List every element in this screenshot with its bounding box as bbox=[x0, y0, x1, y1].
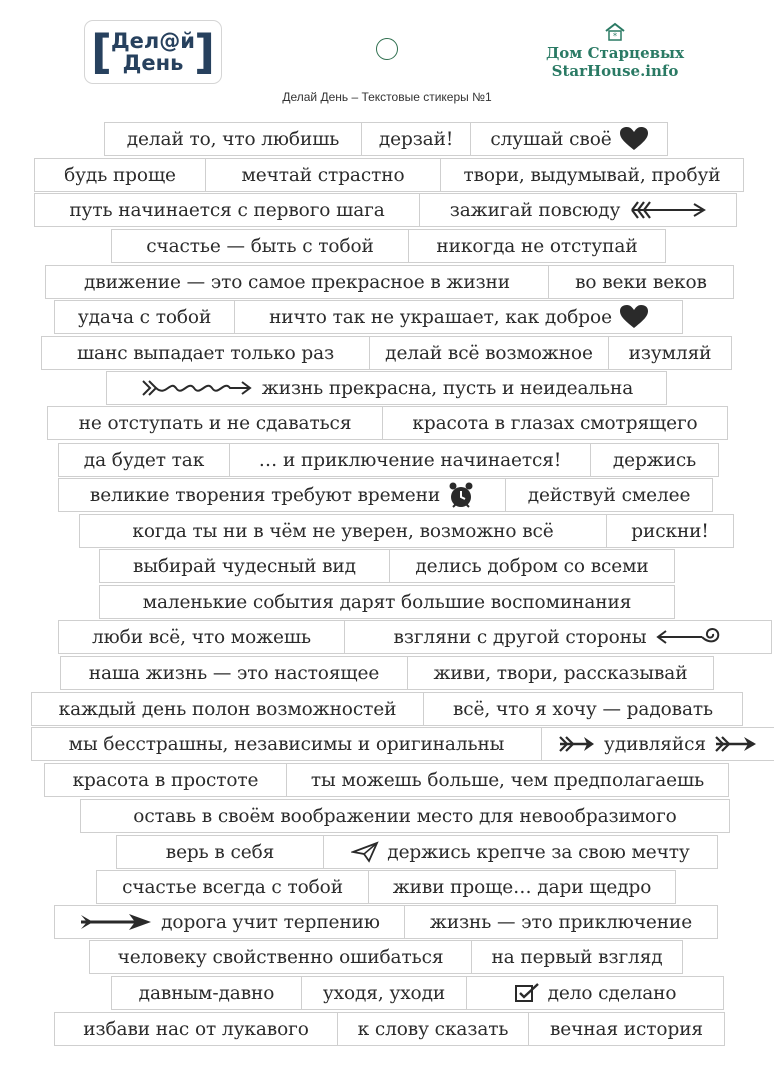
sticker-text: держись bbox=[612, 449, 697, 471]
text-sticker bbox=[344, 620, 772, 654]
text-sticker bbox=[58, 478, 506, 512]
sticker-row bbox=[99, 585, 674, 619]
text-sticker bbox=[45, 265, 549, 299]
text-sticker bbox=[505, 478, 713, 512]
paper-plane-icon bbox=[351, 841, 379, 863]
text-sticker bbox=[361, 122, 471, 156]
sticker-row bbox=[58, 443, 718, 477]
heart-icon bbox=[620, 305, 648, 329]
sticker-text: вечная история bbox=[549, 1018, 703, 1040]
sticker-text: во веки веков bbox=[575, 271, 707, 293]
arrow-feather-icon bbox=[628, 199, 706, 221]
sticker-row bbox=[34, 193, 736, 227]
sticker-text: наша жизнь — это настоящее bbox=[88, 662, 380, 684]
sticker-text: избави нас от лукавого bbox=[83, 1018, 309, 1040]
arrow-icon bbox=[714, 735, 758, 753]
text-sticker bbox=[419, 193, 737, 227]
sticker-row bbox=[96, 870, 675, 904]
sticker-text: да будет так bbox=[83, 449, 205, 471]
sticker-text: уходя, уходи bbox=[322, 982, 446, 1004]
sticker-row bbox=[54, 1012, 724, 1046]
sticker-text: изумляй bbox=[628, 342, 712, 364]
sheet-header bbox=[0, 0, 774, 115]
sticker-text: дерзай! bbox=[378, 128, 454, 150]
sticker-text: жизнь прекрасна, пусть и неидеальна bbox=[261, 377, 634, 399]
text-sticker bbox=[47, 406, 383, 440]
text-sticker bbox=[548, 265, 734, 299]
text-sticker bbox=[41, 336, 370, 370]
sticker-text: делай то, что любишь bbox=[126, 128, 340, 150]
sticker-text: движение — это самое прекрасное в жизни bbox=[83, 271, 511, 293]
loopy-arrow-icon bbox=[140, 377, 254, 399]
sticker-text: никогда не отступай bbox=[436, 235, 638, 257]
sticker-row bbox=[111, 976, 723, 1010]
text-sticker bbox=[389, 549, 675, 583]
sheet-subtitle: Делай День – Текстовые стикеры №1 bbox=[282, 90, 492, 104]
sticker-text: делай всё возможное bbox=[385, 342, 593, 364]
logo-line1: Дел@й bbox=[110, 29, 196, 53]
sticker-row bbox=[116, 835, 717, 869]
sticker-text: каждый день полон возможностей bbox=[58, 698, 397, 720]
sticker-row bbox=[34, 158, 743, 192]
text-sticker bbox=[466, 976, 724, 1010]
logo-line2: День bbox=[122, 51, 184, 75]
sticker-text: … и приключение начинается! bbox=[258, 449, 562, 471]
sticker-text: рискни! bbox=[631, 520, 709, 542]
sticker-row bbox=[31, 692, 742, 726]
text-sticker bbox=[368, 870, 676, 904]
sticker-row bbox=[111, 229, 665, 263]
sticker-text: счастье — быть с тобой bbox=[146, 235, 374, 257]
text-sticker bbox=[80, 799, 730, 833]
sticker-row bbox=[79, 514, 733, 548]
text-sticker bbox=[286, 763, 729, 797]
text-sticker bbox=[606, 514, 734, 548]
sticker-text: красота в простоте bbox=[72, 769, 259, 791]
sticker-row bbox=[54, 300, 682, 334]
sticker-text: мы бесстрашны, независимы и оригинальны bbox=[68, 733, 505, 755]
text-sticker bbox=[99, 585, 675, 619]
text-sticker bbox=[58, 620, 345, 654]
sticker-row bbox=[99, 549, 674, 583]
sticker-text: когда ты ни в чём не уверен, возможно всё bbox=[132, 520, 554, 542]
text-sticker bbox=[369, 336, 609, 370]
text-sticker bbox=[382, 406, 728, 440]
sticker-text: красота в глазах смотрящего bbox=[412, 412, 698, 434]
sticker-text: зажигай повсюду bbox=[449, 199, 621, 221]
sticker-row bbox=[47, 406, 727, 440]
sticker-row bbox=[89, 940, 682, 974]
delay-den-logo: [ ] Дел@й День bbox=[84, 20, 222, 84]
text-sticker bbox=[608, 336, 732, 370]
sticker-row bbox=[41, 336, 731, 370]
sticker-text: действуй смелее bbox=[527, 484, 691, 506]
text-sticker bbox=[54, 1012, 338, 1046]
text-sticker bbox=[111, 976, 302, 1010]
sticker-text: взгляни с другой стороны bbox=[393, 626, 647, 648]
sticker-row bbox=[54, 905, 717, 939]
text-sticker bbox=[96, 870, 369, 904]
text-sticker bbox=[590, 443, 719, 477]
sticker-text: ты можешь больше, чем предполагаешь bbox=[310, 769, 705, 791]
sticker-text: держись крепче за свою мечту bbox=[387, 841, 690, 863]
checkbox-icon bbox=[514, 982, 540, 1004]
heart-icon bbox=[620, 127, 648, 151]
sticker-text: удивляйся bbox=[604, 733, 706, 755]
text-sticker bbox=[229, 443, 591, 477]
text-sticker bbox=[528, 1012, 725, 1046]
sticker-text: давным-давно bbox=[138, 982, 275, 1004]
sticker-row bbox=[44, 763, 728, 797]
sticker-text: к слову сказать bbox=[357, 1018, 509, 1040]
sticker-row bbox=[58, 620, 771, 654]
alarm-clock-icon bbox=[448, 481, 474, 509]
sticker-text: жизнь — это приключение bbox=[429, 911, 693, 933]
text-sticker bbox=[541, 727, 774, 761]
text-sticker bbox=[58, 443, 230, 477]
sticker-text: мечтай страстно bbox=[241, 164, 405, 186]
text-sticker bbox=[301, 976, 467, 1010]
text-sticker bbox=[470, 122, 668, 156]
sticker-text: дорога учит терпению bbox=[161, 911, 380, 933]
sticker-row bbox=[58, 478, 712, 512]
svg-text:*: * bbox=[613, 32, 617, 41]
text-sticker bbox=[34, 158, 206, 192]
sticker-row bbox=[60, 656, 713, 690]
sticker-text: шанс выпадает только раз bbox=[76, 342, 335, 364]
text-sticker bbox=[79, 514, 607, 548]
text-sticker bbox=[104, 122, 362, 156]
text-sticker bbox=[471, 940, 683, 974]
sticker-text: маленькие события дарят большие воспоминания bbox=[142, 591, 632, 613]
text-sticker bbox=[31, 727, 542, 761]
sticker-row bbox=[31, 727, 774, 761]
sticker-row bbox=[45, 265, 733, 299]
text-sticker bbox=[407, 656, 714, 690]
text-sticker bbox=[54, 300, 235, 334]
sticker-text: выбирай чудесный вид bbox=[133, 555, 356, 577]
hang-hole bbox=[376, 38, 398, 60]
sticker-text: счастье всегда с тобой bbox=[122, 876, 343, 898]
brand-name: Дом Старцевых bbox=[545, 44, 685, 62]
sticker-text: на первый взгляд bbox=[491, 946, 663, 968]
sticker-row bbox=[104, 122, 667, 156]
sticker-text: удача с тобой bbox=[77, 306, 212, 328]
house-icon bbox=[604, 22, 626, 42]
sticker-text: великие творения требуют времени bbox=[89, 484, 441, 506]
brand-site: StarHouse.info bbox=[551, 62, 679, 80]
text-sticker bbox=[106, 371, 667, 405]
text-sticker bbox=[54, 905, 405, 939]
sticker-text: ничто так не украшает, как доброе bbox=[269, 306, 612, 328]
sticker-text: верь в себя bbox=[165, 841, 275, 863]
text-sticker bbox=[99, 549, 390, 583]
sticker-text: слушай своё bbox=[490, 128, 612, 150]
text-sticker bbox=[116, 835, 324, 869]
arrow-icon bbox=[558, 735, 596, 753]
text-sticker bbox=[44, 763, 287, 797]
text-sticker bbox=[337, 1012, 529, 1046]
brand-block bbox=[540, 22, 690, 80]
sticker-text: живи, твори, рассказывай bbox=[433, 662, 688, 684]
sticker-text: путь начинается с первого шага bbox=[69, 199, 385, 221]
bold-arrow-icon bbox=[79, 912, 153, 932]
sticker-text: делись добром со всеми bbox=[415, 555, 649, 577]
text-sticker bbox=[89, 940, 472, 974]
text-sticker bbox=[404, 905, 718, 939]
sticker-text: всё, что я хочу — радовать bbox=[452, 698, 714, 720]
sticker-text: будь проще bbox=[64, 164, 176, 186]
sticker-text: живи проще… дари щедро bbox=[392, 876, 652, 898]
text-sticker bbox=[323, 835, 718, 869]
text-sticker bbox=[234, 300, 683, 334]
text-sticker bbox=[31, 692, 424, 726]
text-sticker bbox=[60, 656, 408, 690]
sticker-text: твори, выдумывай, пробуй bbox=[463, 164, 721, 186]
sticker-text: дело сделано bbox=[547, 982, 677, 1004]
text-sticker bbox=[408, 229, 666, 263]
sticker-text: оставь в своём воображении место для невообразимого bbox=[133, 805, 677, 827]
sticker-text: человеку свойственно ошибаться bbox=[117, 946, 444, 968]
text-sticker bbox=[423, 692, 743, 726]
text-sticker bbox=[34, 193, 420, 227]
sticker-text: не отступать и не сдаваться bbox=[78, 412, 352, 434]
sticker-row bbox=[80, 799, 729, 833]
text-sticker bbox=[440, 158, 744, 192]
swirl-arrow-icon bbox=[654, 625, 722, 649]
sticker-row bbox=[106, 371, 666, 405]
sticker-text: люби всё, что можешь bbox=[92, 626, 311, 648]
text-sticker bbox=[111, 229, 409, 263]
text-sticker bbox=[205, 158, 441, 192]
